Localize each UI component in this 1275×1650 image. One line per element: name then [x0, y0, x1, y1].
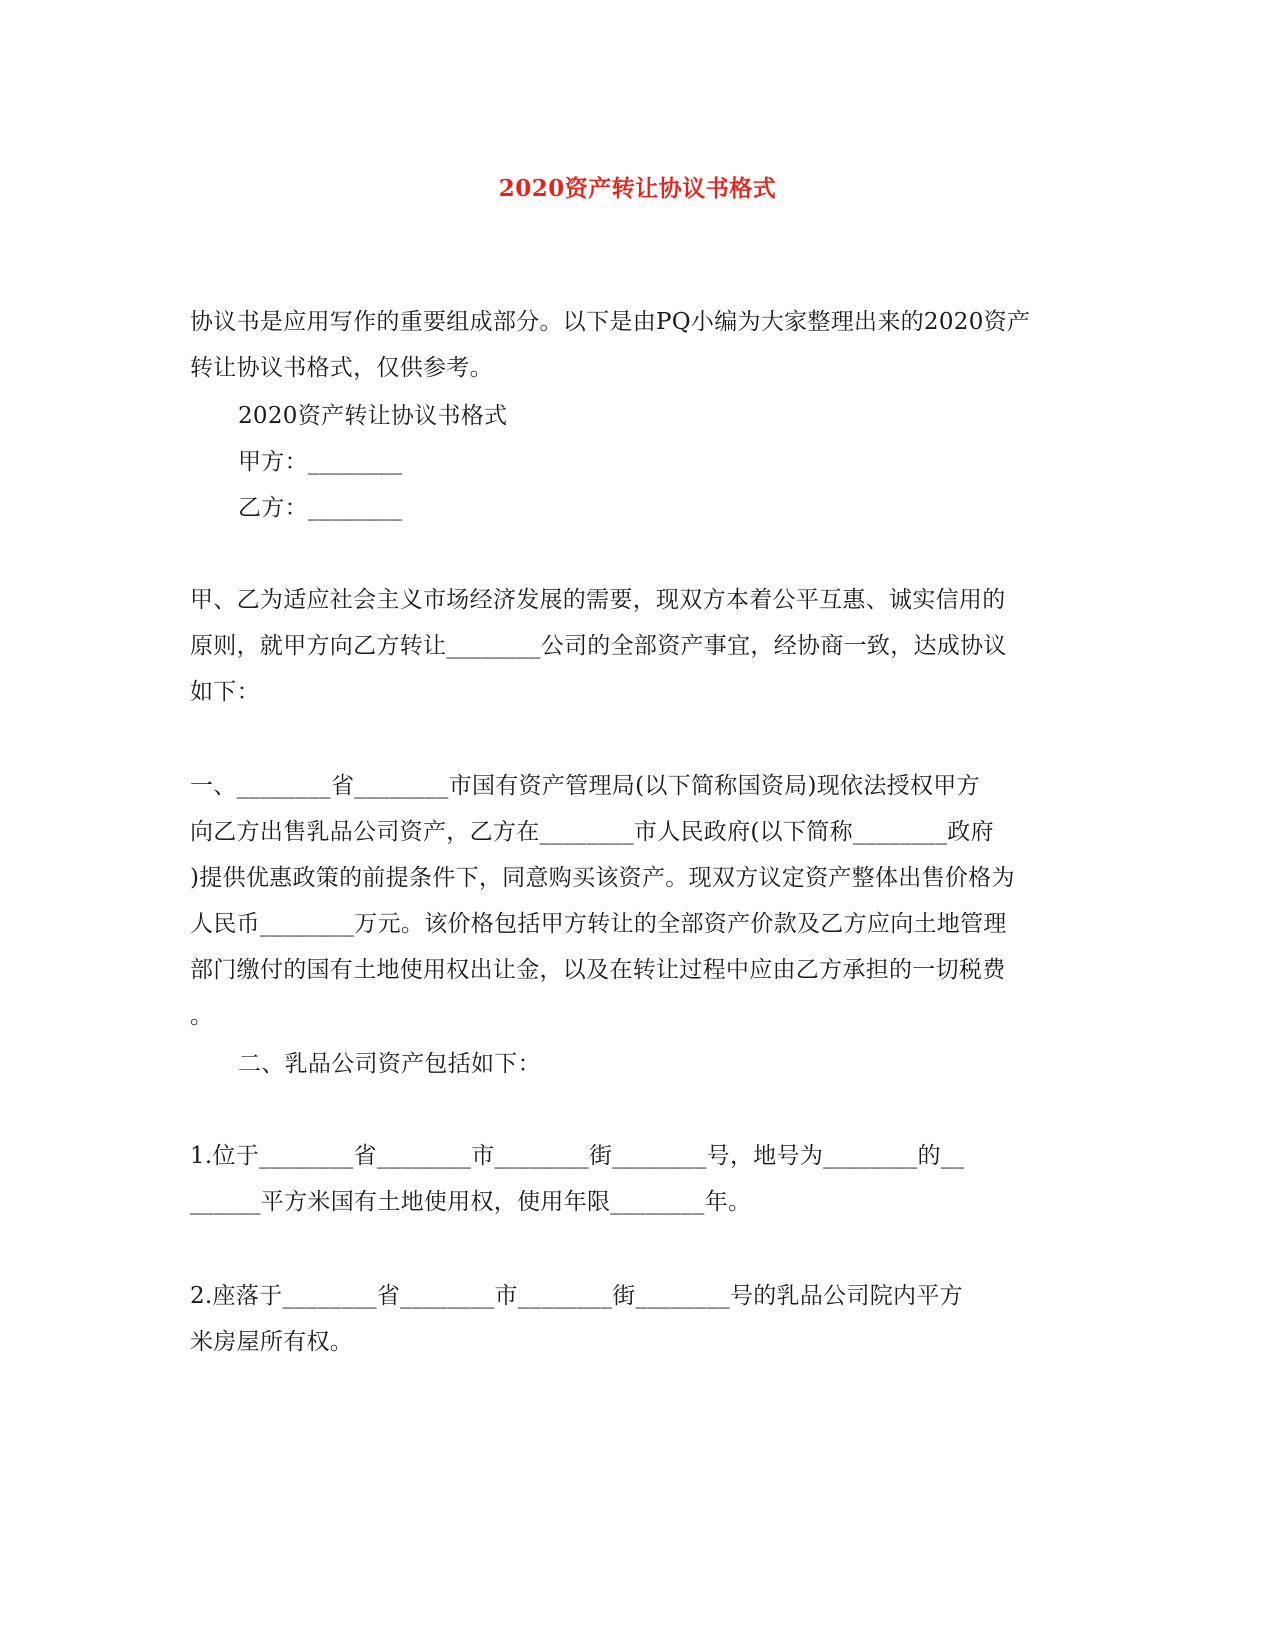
document-title: 2020资产转让协议书格式 — [498, 175, 777, 202]
item-2-line-2: 米房屋所有权。 — [190, 1329, 354, 1355]
clause-1-line-3: )提供优惠政策的前提条件下，同意购买该资产。现双方议定资产整体出售价格为 — [190, 865, 1015, 891]
intro-line-2: 转让协议书格式，仅供参考。 — [190, 355, 493, 381]
clause-1-line-5: 部门缴付的国有土地使用权出让金，以及在转让过程中应由乙方承担的一切税费 — [190, 957, 1006, 983]
preamble-line-3: 如下： — [190, 679, 260, 705]
subtitle-line: 2020资产转让协议书格式 — [238, 403, 508, 429]
clause-1-line-4: 人民币________万元。该价格包括甲方转让的全部资产价款及乙方应向土地管理 — [190, 911, 1007, 937]
clause-1-line-2: 向乙方出售乳品公司资产，乙方在________市人民政府(以下简称________政府 — [190, 819, 994, 845]
clause-1-line-1: 一、________省________市国有资产管理局(以下简称国资局)现依法授权甲方 — [190, 773, 980, 799]
item-2-line-1: 2.座落于________省________市________街________号的乳品公司院内平方 — [190, 1283, 963, 1309]
party-a-line: 甲方：________ — [238, 449, 403, 475]
preamble-line-2: 原则，就甲方向乙方转让________公司的全部资产事宜，经协商一致，达成协议 — [190, 633, 1007, 659]
item-1-line-1: 1.位于________省________市________街________号，地号为________的__ — [190, 1143, 965, 1169]
item-1-line-2: ______平方米国有土地使用权，使用年限________年。 — [190, 1189, 752, 1215]
preamble-line-1: 甲、乙为适应社会主义市场经济发展的需要，现双方本着公平互惠、诚实信用的 — [190, 587, 1006, 613]
intro-line-1: 协议书是应用写作的重要组成部分。以下是由PQ小编为大家整理出来的2020资产 — [190, 309, 1031, 335]
clause-1-line-6: 。 — [190, 1003, 214, 1029]
party-b-line: 乙方：________ — [238, 495, 403, 521]
clause-2-heading: 二、乳品公司资产包括如下： — [238, 1051, 541, 1077]
